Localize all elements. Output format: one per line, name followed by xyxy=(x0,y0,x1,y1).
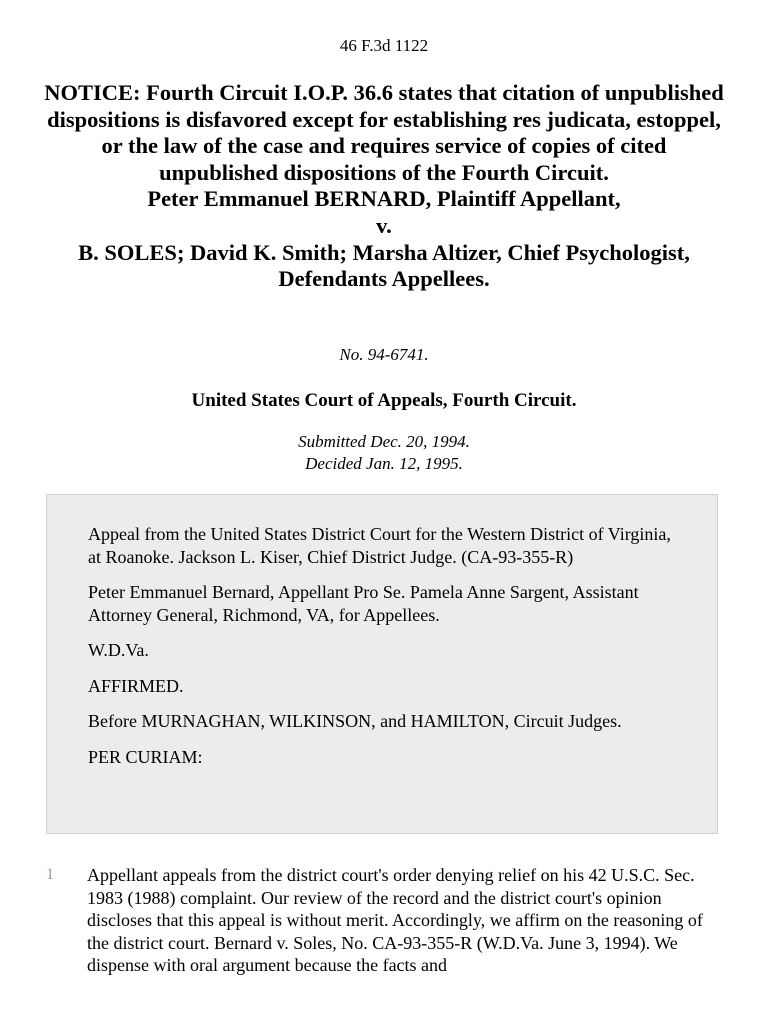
district-text: W.D.Va. xyxy=(88,640,149,660)
docket-number: No. 94-6741. xyxy=(339,345,429,364)
court-name: United States Court of Appeals, Fourth Circuit. xyxy=(191,390,577,411)
versus-label: v. xyxy=(376,212,392,238)
reporter-citation: 46 F.3d 1122 xyxy=(339,36,429,55)
plaintiff-name: Peter Emmanuel BERNARD, Plaintiff Appellant, xyxy=(147,186,621,212)
disposition-text: AFFIRMED. xyxy=(88,675,184,696)
notice-text: NOTICE: Fourth Circuit I.O.P. 36.6 states that citation of unpublished dispositions is disfavored except for establishing res judicata, estoppel, or the law of the case and requires service of copies of cited unpublished dispositions of the Fourth Circuit. xyxy=(44,80,724,185)
case-dates xyxy=(0,431,768,475)
per-curiam-label: PER CURIAM: xyxy=(88,746,203,767)
appeal-from-text: Appeal from the United States District Court for the Western District of Virginia, at Roanoke. Jackson L. Kiser, Chief District Judge. (CA-93-355-R) xyxy=(88,524,671,567)
panel-text: Before MURNAGHAN, WILKINSON, and HAMILTON, Circuit Judges. xyxy=(88,711,622,731)
decided-date: Decided Jan. 12, 1995. xyxy=(305,454,463,473)
paragraph-text: Appellant appeals from the district court's order denying relief on his 42 U.S.C. Sec. 1983 (1988) complaint. Our review of the record and the district court's opinion discloses that this appeal is without merit. Accordingly, we affirm on the reasoning of the district court. Bernard v. Soles, No. CA-93-355-R (W.D.Va. June 3, 1994). We dispense with oral argument because the facts and xyxy=(87,865,703,975)
case-summary-box xyxy=(46,494,718,834)
defendants-names: B. SOLES; David K. Smith; Marsha Altizer, Chief Psychologist, Defendants Appellees. xyxy=(78,239,690,292)
opinion-paragraph xyxy=(46,864,726,977)
paragraph-number: 1 xyxy=(46,866,54,883)
counsel-text: Peter Emmanuel Bernard, Appellant Pro Se. Pamela Anne Sargent, Assistant Attorney General, Richmond, VA, for Appellees. xyxy=(88,582,639,625)
case-caption xyxy=(40,80,728,293)
submitted-date: Submitted Dec. 20, 1994. xyxy=(298,432,470,451)
